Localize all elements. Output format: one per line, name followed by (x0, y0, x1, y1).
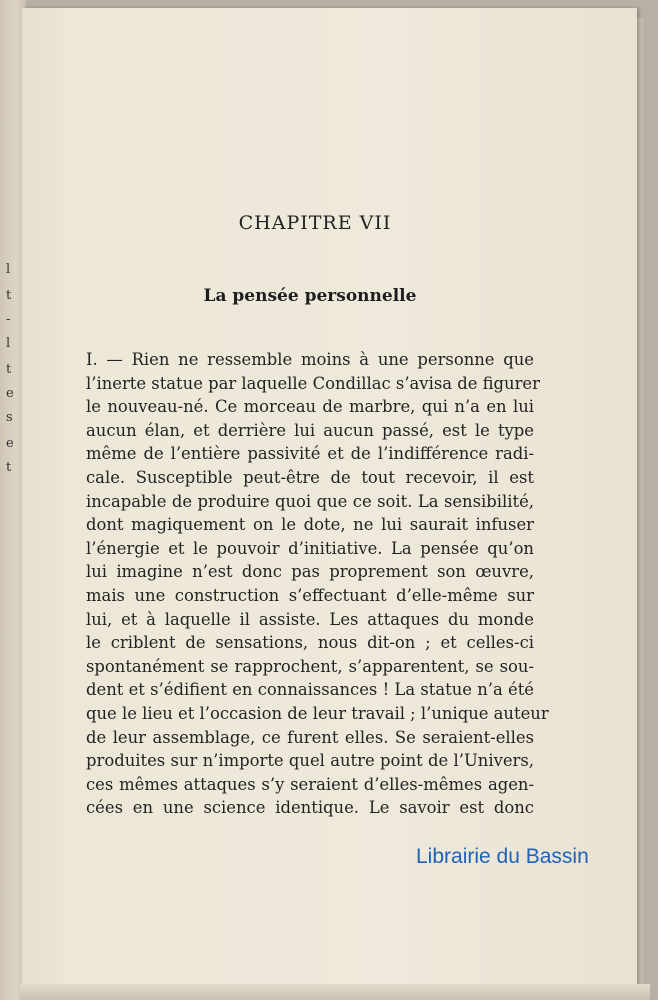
text-line: l’énergie et le pouvoir d’initiative. La pensée qu’on (86, 538, 534, 558)
left-fragment: e (6, 386, 14, 401)
text-line: I. — Rien ne ressemble moins à une personne que (86, 350, 534, 369)
left-fragment: t (6, 362, 12, 377)
text-line: de leur assemblage, ce furent elles. Se seraient-elles (86, 727, 534, 747)
text-line: même de l’entière passivité et de l’indifférence radi- (86, 444, 534, 464)
text-line: aucun élan, et derrière lui aucun passé, est le type (86, 420, 534, 440)
text-line: produites sur n’importe quel autre point de l’Univers, (86, 751, 534, 771)
text-line: cale. Susceptible peut-être de tout recevoir, il est (86, 467, 534, 487)
left-fragment: l (6, 336, 11, 351)
page-bottom-edge (20, 984, 650, 1000)
text-line: le criblent de sensations, nous dit-on ; et celles-ci (86, 633, 534, 653)
left-fragment: l (6, 262, 11, 277)
body-paragraph (86, 348, 549, 820)
text-line: cées en une science identique. Le savoir est donc (86, 798, 534, 818)
left-fragment: s (6, 410, 13, 425)
watermark: Librairie du Bassin (416, 845, 589, 868)
section-title: La pensée personnelle (203, 286, 417, 306)
text-line: lui, et à laquelle il assiste. Les attaques du monde (86, 609, 534, 629)
text-line: dent et s’édifient en connaissances ! La statue n’a été (86, 680, 534, 700)
left-fragment: t (6, 460, 12, 475)
left-fragment: e (6, 436, 14, 451)
text-line: mais une construction s’effectuant d’elle-même sur (86, 585, 534, 605)
text-line: l’inerte statue par laquelle Condillac s’avisa de figurer (86, 373, 540, 393)
text-line: que le lieu et l’occasion de leur travail ; l’unique auteur (86, 703, 549, 723)
text-line: dont magiquement on le dote, ne lui saurait infuser (86, 515, 534, 535)
text-line: spontanément se rapprochent, s’apparentent, se sou- (86, 656, 534, 676)
text-line: ces mêmes attaques s’y seraient d’elles-mêmes agen- (86, 774, 534, 794)
chapter-heading: CHAPITRE VII (238, 212, 392, 234)
text-line: le nouveau-né. Ce morceau de marbre, qui n’a en lui (86, 397, 534, 417)
text-line: incapable de produire quoi que ce soit. La sensibilité, (86, 491, 534, 511)
text-line: lui imagine n’est donc pas proprement son œuvre, (86, 562, 534, 582)
left-fragment: - (6, 312, 11, 327)
left-fragment: t (6, 288, 12, 303)
